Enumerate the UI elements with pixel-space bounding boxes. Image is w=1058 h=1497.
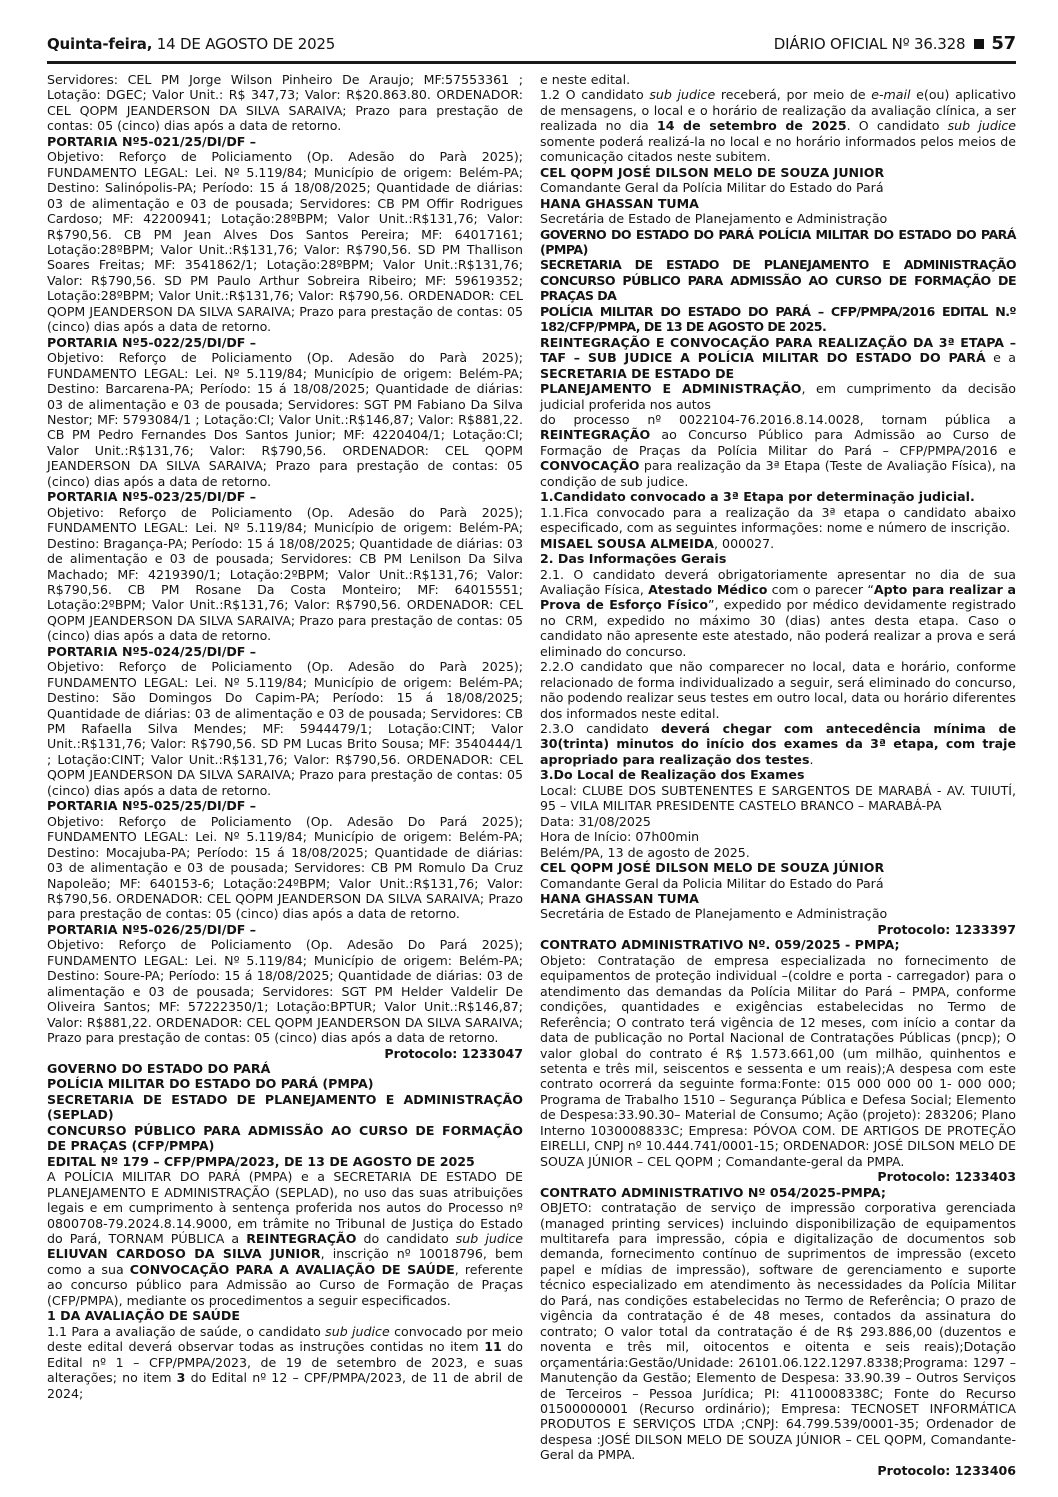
text-run: Apto para realizar a Prova de Esforço Físico: [540, 581, 1016, 613]
paragraph: [540, 335, 1016, 381]
text-run: SECRETARIA DE ESTADO DE PLANEJAMENTO E ADMINISTRAÇÃO (SEPLAD): [47, 1091, 523, 1123]
paragraph: [47, 1061, 523, 1076]
text-run: 2.3.O candidato: [540, 721, 661, 737]
text-run: 1 DA AVALIAÇÃO DE SAÚDE: [47, 1308, 240, 1324]
text-run: deverá chegar com antecedência mínima de 30(trinta) minutos do início dos exames da 3ª etapa, com traje apropriado para realização dos testes: [540, 721, 1016, 767]
paragraph: [540, 1185, 1016, 1200]
text-run: ao Concurso Público para Admissão ao Curso de Formação de Praças da Polícia Militar do Pará – CFP/PMPA/2016 e: [540, 427, 1016, 458]
text-run: .: [809, 751, 814, 767]
text-run: receberá, por meio de: [715, 87, 872, 103]
paragraph: [47, 72, 523, 134]
text-run: Objetivo: Reforço de Policiamento (Op. Adesão do Parà 2025); FUNDAMENTO LEGAL: Lei. Nº 5.119/84; Município de origem: Belém-PA; Destino: Salinópolis-PA; Período: 15 á 18/08/2025; Quantidade de diárias: 03 de alimentação e 03 de pousada; Servidores: CB PM Offir Rodrigues Cardoso; MF: 42200941; Lotação:28ºBPM; Valor Unit.:R$131,76; Valor: R$790,56. CB PM Jean Alves Dos Santos Pereira; MF: 64017161; Lotação:28ºBPM; Valor Unit.:R$131,76; Valor: R$790,56. SD PM Thallison Soares Freitas; MF: 3541862/1; Lotação:28ºBPM; Valor Unit.:R$131,76; Valor: R$790,56. SD PM Paulo Arthur Sobreira Ribeiro; MF: 59619352; Lotação:28ºBPM; Valor Unit.:R$131,76; Valor: R$790,56. ORDENADOR: CEL QOPM JEANDERSON DA SILVA SARAIVA; Prazo para prestação de contas: 05 (cinco) dias após a data de retorno.: [47, 149, 523, 335]
paragraph: [47, 134, 523, 149]
paragraph: [540, 381, 1016, 412]
text-run: Local: CLUBE DOS SUBTENENTES E SARGENTOS DE MARABÁ - AV. TUIUTÍ, 95 – VILA MILITAR PRESIDENTE CASTELO BRANCO – MARABÁ-PA: [540, 782, 1016, 814]
paragraph: [540, 257, 1016, 303]
paragraph: [540, 505, 1016, 536]
paragraph: [540, 814, 1016, 829]
paragraph: [47, 1324, 523, 1401]
paragraph: [540, 72, 1016, 87]
text-run: 2.1. O candidato deverá obrigatoriamente apresentar no dia de sua Avaliação Física,: [540, 566, 1016, 597]
text-run: Objeto: Contratação de empresa especializada no fornecimento de equipamentos de proteção individual –(coldre e porta - carregador) para o atendimento das demandas da Polícia Militar do Pará – PMPA, conforme condições, quantidades e exigências estabelecidas no Termo de Referência; O contrato terá vigência de 12 meses, com início a contar da data de publicação no Portal Nacional de Contratações Públicas (pncp); O valor global do contrato é R$ 1.573.661,00 (um milhão, quinhentos e setenta e três mil, seiscentos e sessenta e um reais);A despesa com este contrato ocorrerá da seguinte forma:Fonte: 015 000 000 00 1- 000 000; Programa de Trabalho 1510 – Segurança Pública e Defesa Social; Elemento de Despesa:33.90.30– Material de Consumo; Ação (projeto): 283206; Plano Interno 1030008833C; Empresa: PÓVOA COM. DE ARTIGOS DE PROTEÇÃO EIRELLI, CNPJ nº 10.444.741/0001-15; ORDENADOR: JOSÉ DILSON MELO DE SOUZA JÚNIOR – CEL QOPM ; Comandante-geral da PMPA.: [540, 952, 1016, 1169]
paragraph: [47, 922, 523, 937]
article-columns: [47, 72, 1016, 1478]
text-run: PORTARIA Nº5-022/25/DI/DF –: [47, 334, 257, 350]
masthead-date: [47, 35, 335, 53]
text-run: Belém/PA, 13 de agosto de 2025.: [540, 844, 750, 860]
text-run: sub judice: [455, 1230, 523, 1246]
text-run: 3.Do Local de Realização dos Exames: [540, 767, 805, 783]
text-run: sub judice: [649, 87, 716, 103]
paragraph: [47, 335, 523, 350]
text-run: POLÍCIA MILITAR DO ESTADO DO PARÁ – CFP/PMPA/2016 EDITAL N.º 182/CFP/PMPA, DE 13 DE AGOSTO DE 2025.: [540, 303, 1016, 335]
filled-square-icon: [974, 39, 984, 49]
masthead-issue: [774, 33, 1016, 54]
paragraph: [540, 783, 1016, 814]
text-run: ELIUVAN CARDOSO DA SILVA JUNIOR: [47, 1246, 321, 1262]
paragraph: [47, 659, 523, 798]
text-run: 3: [176, 1370, 186, 1386]
text-run: CONVOCAÇÃO: [540, 458, 640, 474]
text-run: SECRETARIA DE ESTADO DE PLANEJAMENTO E ADMINISTRAÇÃO CONCURSO PÚBLICO PARA ADMISSÃO AO CURSO DE FORMAÇÃO DE PRAÇAS DA: [540, 257, 1016, 304]
masthead-weekday: Quinta-feira,: [47, 35, 153, 53]
text-run: GOVERNO DO ESTADO DO PARÁ POLÍCIA MILITAR DO ESTADO DO PARÁ (PMPA): [540, 226, 1016, 257]
masthead-rule: [47, 61, 1016, 64]
text-run: , referente ao concurso público para Admissão ao Curso de Formação de Praças (CFP/PMPA), mediante os procedimentos a seguir especificados.: [47, 1261, 524, 1308]
masthead-publication: DIÁRIO OFICIAL Nº 36.328: [773, 35, 966, 53]
text-run: CONVOCAÇÃO PARA A AVALIAÇÃO DE SAÚDE: [129, 1261, 455, 1277]
text-run: do processo nº 0022104-76.2016.8.14.0028, tornam pública a: [540, 411, 1016, 427]
text-run: Protocolo: 1233403: [877, 1169, 1016, 1185]
text-run: REINTEGRAÇÃO: [246, 1230, 357, 1246]
text-run: POLÍCIA MILITAR DO ESTADO DO PARÁ (PMPA): [47, 1076, 374, 1092]
text-run: SECRETARIA DE ESTADO DE: [540, 365, 735, 381]
paragraph: [47, 350, 523, 489]
text-run: PORTARIA Nº5-023/25/DI/DF –: [47, 489, 257, 505]
masthead-date-rest: 14 DE AGOSTO DE 2025: [152, 35, 336, 53]
paragraph: [540, 937, 1016, 952]
text-run: Objetivo: Reforço de Policiamento (Op. Adesão Do Pará 2025); FUNDAMENTO LEGAL: Lei. Nº 5.119/84; Município de origem: Belém-PA; Destino: Mocajuba-PA; Período: 15 á 18/08/2025; Quantidade de diárias: 03 de alimentação e 03 de pousada; Servidores: CB PM Romulo Da Cruz Napoleão; MF: 640153-6; Lotação:24ºBPM; Valor Unit.:R$131,76; Valor: R$790,56. ORDENADOR: CEL QOPM JEANDERSON DA SILVA SARAIVA; Prazo para prestação de contas: 05 (cinco) dias após a data de retorno.: [47, 813, 523, 922]
paragraph: [540, 536, 1016, 551]
text-run: PORTARIA Nº5-026/25/DI/DF –: [47, 921, 257, 937]
paragraph: [47, 814, 523, 922]
text-run: Objetivo: Reforço de Policiamento (Op. Adesão Do Pará 2025); FUNDAMENTO LEGAL: Lei. Nº 5.119/84; Município de origem: Belém-PA; Destino: Soure-PA; Período: 15 á 18/08/2025; Quantidade de diárias: 03 de alimentação e 03 de pousada; Servidores: SGT PM Helder Valdelir De Oliveira Santos; MF: 57222350/1; Lotação:BPTUR; Valor Unit.:R$146,87; Valor: R$881,22. ORDENADOR: CEL QOPM JEANDERSON DA SILVA SARAIVA; Prazo para prestação de contas: 05 (cinco) dias após a data de retorno.: [47, 937, 523, 1046]
paragraph: [540, 845, 1016, 860]
text-run: 14 de setembro de 2025: [656, 118, 847, 134]
text-run: e(ou) aplicativo de mensagens, o local e o horário de realização da avaliação clínica, a ser realizada no dia: [540, 87, 1017, 134]
paragraph: [47, 644, 523, 659]
text-run: Data: 31/08/2025: [540, 813, 651, 829]
paragraph: [540, 551, 1016, 566]
paragraph: [540, 906, 1016, 921]
text-run: , 000027.: [714, 535, 775, 551]
paragraph: [540, 829, 1016, 844]
text-run: PORTARIA Nº5-025/25/DI/DF –: [47, 798, 257, 814]
paragraph: [47, 149, 523, 334]
text-run: do Edital nº 1 – CFP/PMPA/2023, de 19 de setembro de 2023, e suas alterações; no item: [47, 1339, 524, 1386]
text-run: do candidato: [356, 1230, 456, 1246]
protocol-line: [540, 1169, 1016, 1184]
text-run: Protocolo: 1233406: [877, 1462, 1016, 1478]
paragraph: [47, 1092, 523, 1123]
text-run: do Edital nº 12 – CPF/PMPA/2023, de 11 de abril de 2024;: [47, 1370, 523, 1401]
text-run: convocado por meio deste edital deverá observar todas as instruções contidas no item: [47, 1323, 523, 1355]
text-run: REINTEGRAÇÃO E CONVOCAÇÃO PARA REALIZAÇÃO DA 3ª ETAPA – TAF – SUB JUDICE A POLÍCIA MILITAR DO ESTADO DO PARÁ: [540, 334, 1016, 366]
text-run: CEL QOPM JOSÉ DILSON MELO DE SOUZA JUNIOR: [540, 164, 885, 180]
paragraph: [47, 1308, 523, 1323]
text-run: Protocolo: 1233047: [384, 1045, 523, 1061]
paragraph: [540, 876, 1016, 891]
text-run: , em cumprimento da decisão judicial proferida nos autos: [540, 381, 1016, 412]
text-run: para realização da 3ª Etapa (Teste de Avaliação Física), na condição de sub judice.: [540, 458, 1016, 489]
text-run: 1.1.Fica convocado para a realização da 3ª etapa o candidato abaixo especificado, com as seguintes informações: nome e número de inscrição.: [540, 504, 1016, 536]
text-run: 2.2.O candidato que não comparecer no local, data e horário, conforme relacionado de forma individualizado a seguir, será eliminado do concurso, não podendo realizar seus testes em outro local, data ou horário diferentes dos informados neste edital.: [540, 659, 1016, 721]
left-column: [47, 72, 523, 1478]
page-number: 57: [991, 33, 1016, 54]
text-run: A POLÍCIA MILITAR DO PARÁ (PMPA) e a SECRETARIA DE ESTADO DE PLANEJAMENTO E ADMINISTRAÇÃO (SEPLAD), no uso das suas atribuições legais e em cumprimento à sentença proferida nos autos do Processo nº 0800708-79.2024.8.14.9000, em trâmite no Tribunal de Justiça do Estado do Pará, TORNAM PÚBLICA a: [47, 1169, 523, 1246]
text-run: Atestado Médico: [648, 581, 768, 597]
text-run: Objetivo: Reforço de Policiamento (Op. Adesão do Parà 2025); FUNDAMENTO LEGAL: Lei. Nº 5.119/84; Município de origem: Belém-PA; Destino: São Domingos Do Capim-PA; Período: 15 á 18/08/2025; Quantidade de diárias: 03 de alimentação e 03 de pousada; Servidores: CB PM Rafaella Silva Mendes; MF: 5944479/1; Lotação:CINT; Valor Unit.:R$131,76; Valor: R$790,56. SD PM Lucas Brito Sousa; MF: 3540444/1 ; Lotação:CINT; Valor Unit.:R$131,76; Valor: R$790,56. ORDENADOR: CEL QOPM JEANDERSON DA SILVA SARAIVA; Prazo para prestação de contas: 05 (cinco) dias após a data de retorno.: [47, 659, 523, 798]
text-run: PLANEJAMENTO E ADMINISTRAÇÃO: [540, 381, 802, 397]
text-run: Servidores: CEL PM Jorge Wilson Pinheiro De Araujo; MF:57553361 ; Lotação: DGEC; Valor Unit.: R$ 347,73; Valor: R$20.863.80. ORDENADOR: CEL QOPM JEANDERSON DA SILVA SARAIVA; Prazo para prestação de contas: 05 (cinco) dias após a data de retorno.: [47, 72, 523, 134]
paragraph: [540, 659, 1016, 721]
text-run: Secretária de Estado de Planejamento e Administração: [540, 211, 888, 227]
paragraph: [47, 1154, 523, 1169]
right-column: [540, 72, 1016, 1478]
text-run: OBJETO: contratação de serviço de impressão corporativa gerenciada (managed printing services) incluindo disponibilização de equipamentos multitarefa para impressão, cópia e digitalização de documentos sob demanda, fornecimento contínuo de suprimentos de impressão (exceto papel e mídias de impressão), software de gerenciamento e suporte técnico especializado em atendimento às necessidades da Polícia Militar do Pará, nas condições estabelecidas no Termo de Referência; O prazo de vigência da contratação é de 48 meses, contados da assinatura do contrato; O valor total da contratação é de R$ 293.886,00 (duzentos e noventa e três mil, oitocentos e oitenta e seis reais);Dotação orçamentária:Gestão/Unidade: 26101.06.122.1297.8338;Programa: 1297 – Manutenção da Gestão; Elemento de Despesa: 33.90.39 – Outros Serviços de Terceiros – Pessoa Jurídica; PI: 4110008338C; Fonte do Recurso 01500000001 (Recurso ordinário); Empresa: TECNOSET INFORMÁTICA PRODUTOS E SERVIÇOS LTDA ;CNPJ: 64.799.539/0001-35; Ordenador de despesa :JOSÉ DILSON MELO DE SOUZA JÚNIOR – CEL QOPM, Comandante-Geral da PMPA.: [540, 1200, 1016, 1463]
protocol-line: [540, 922, 1016, 937]
text-run: 1.2 O candidato: [540, 87, 650, 103]
text-run: sub judice: [325, 1323, 390, 1339]
text-run: Protocolo: 1233397: [877, 921, 1016, 937]
text-run: GOVERNO DO ESTADO DO PARÁ: [47, 1061, 271, 1076]
text-run: ”, expedido por médico devidamente registrado no CRM, expedido no máximo 30 (dias) antes desta etapa. Caso o candidato não apresente este atestado, não poderá realizar a prova e será eliminado do concurso.: [540, 597, 1016, 659]
paragraph: [540, 860, 1016, 875]
text-run: EDITAL Nº 179 – CFP/PMPA/2023, DE 13 DE AGOSTO DE 2025: [47, 1153, 475, 1169]
paragraph: [540, 721, 1016, 767]
text-run: e neste edital.: [540, 72, 631, 87]
paragraph: [540, 1200, 1016, 1463]
paragraph: [540, 165, 1016, 180]
text-run: Comandante Geral da Polícia Militar do Estado do Pará: [540, 180, 884, 196]
text-run: MISAEL SOUSA ALMEIDA: [540, 535, 715, 551]
paragraph: [47, 1123, 523, 1154]
paragraph: [47, 489, 523, 504]
text-run: e a: [985, 350, 1016, 366]
text-run: REINTEGRAÇÃO: [540, 427, 651, 443]
text-run: Secretária de Estado de Planejamento e Administração: [540, 906, 888, 922]
text-run: PORTARIA Nº5-024/25/DI/DF –: [47, 643, 257, 659]
protocol-line: [540, 1463, 1016, 1478]
text-run: 2. Das Informações Gerais: [540, 551, 727, 567]
text-run: HANA GHASSAN TUMA: [540, 195, 699, 211]
paragraph: [540, 211, 1016, 226]
text-run: Comandante Geral da Policia Militar do Estado do Pará: [540, 875, 884, 891]
text-run: Objetivo: Reforço de Policiamento (Op. Adesão do Parà 2025); FUNDAMENTO LEGAL: Lei. Nº 5.119/84; Município de origem: Belém-PA; Destino: Bragança-PA; Período: 15 á 18/08/2025; Quantidade de diárias: 03 de alimentação e 03 de pousada; Servidores: CB PM Lenilson Da Silva Machado; MF: 4219390/1; Lotação:2ºBPM; Valor Unit.:R$131,76; Valor: R$790,56. CB PM Rosane Da Costa Monteiro; MF: 64015551; Lotação:2ºBPM; Valor Unit.:R$131,76; Valor: R$790,56. ORDENADOR: CEL QOPM JEANDERSON DA SILVA SARAIVA; Prazo para prestação de contas: 05 (cinco) dias após a data de retorno.: [47, 504, 523, 644]
masthead: [47, 0, 1016, 54]
text-run: PORTARIA Nº5-021/25/DI/DF –: [47, 133, 257, 149]
text-run: HANA GHASSAN TUMA: [540, 891, 699, 907]
text-run: somente poderá realizá-la no local e no horário informados pelos meios de comunicação citados neste subitem.: [540, 133, 1016, 165]
paragraph: [47, 1076, 523, 1091]
paragraph: [540, 891, 1016, 906]
paragraph: [47, 937, 523, 1045]
text-run: . O candidato: [846, 118, 948, 134]
paragraph: [540, 180, 1016, 195]
text-run: 1.1 Para a avaliação de saúde, o candidato: [47, 1323, 326, 1339]
text-run: CONCURSO PÚBLICO PARA ADMISSÃO AO CURSO DE FORMAÇÃO DE PRAÇAS (CFP/PMPA): [47, 1122, 523, 1154]
paragraph: [540, 196, 1016, 211]
paragraph: [47, 505, 523, 644]
text-run: 1.Candidato convocado a 3ª Etapa por determinação judicial.: [540, 489, 975, 505]
text-run: Hora de Início: 07h00min: [540, 829, 700, 845]
text-run: Objetivo: Reforço de Policiamento (Op. Adesão do Parà 2025); FUNDAMENTO LEGAL: Lei. Nº 5.119/84; Município de origem: Belém-PA; Destino: Barcarena-PA; Período: 15 á 18/08/2025; Quantidade de diárias: 03 de alimentação e 03 de pousada; Servidores: SGT PM Fabiano Da Silva Nestor; MF: 5793084/1 ; Lotação:CI; Valor Unit.:R$146,87; Valor: R$881,22. CB PM Pedro Fernandes Dos Santos Junior; MF: 4220404/1; Lotação:CI; Valor Unit.:R$131,76; Valor: R$790,56. ORDENADOR: CEL QOPM JEANDERSON DA SILVA SARAIVA; Prazo para prestação de contas: 05 (cinco) dias após a data de retorno.: [47, 350, 523, 489]
text-run: CEL QOPM JOSÉ DILSON MELO DE SOUZA JÚNIOR: [540, 860, 885, 876]
text-run: e-mail: [871, 87, 911, 103]
paragraph: [540, 953, 1016, 1169]
paragraph: [540, 227, 1016, 258]
text-run: CONTRATO ADMINISTRATIVO Nº 054/2025-PMPA;: [540, 1184, 886, 1200]
paragraph: [47, 798, 523, 813]
paragraph: [540, 412, 1016, 489]
paragraph: [540, 87, 1016, 164]
protocol-line: [47, 1046, 523, 1061]
text-run: com o parecer “: [767, 581, 874, 597]
paragraph: [47, 1169, 523, 1308]
paragraph: [540, 567, 1016, 660]
paragraph: [540, 489, 1016, 504]
text-run: , inscrição nº 10018796, bem como a sua: [47, 1246, 523, 1277]
paragraph: [540, 767, 1016, 782]
paragraph: [540, 304, 1016, 335]
text-run: sub judice: [947, 118, 1017, 134]
text-run: CONTRATO ADMINISTRATIVO Nº. 059/2025 - PMPA;: [540, 937, 900, 953]
text-run: 11: [484, 1339, 502, 1355]
